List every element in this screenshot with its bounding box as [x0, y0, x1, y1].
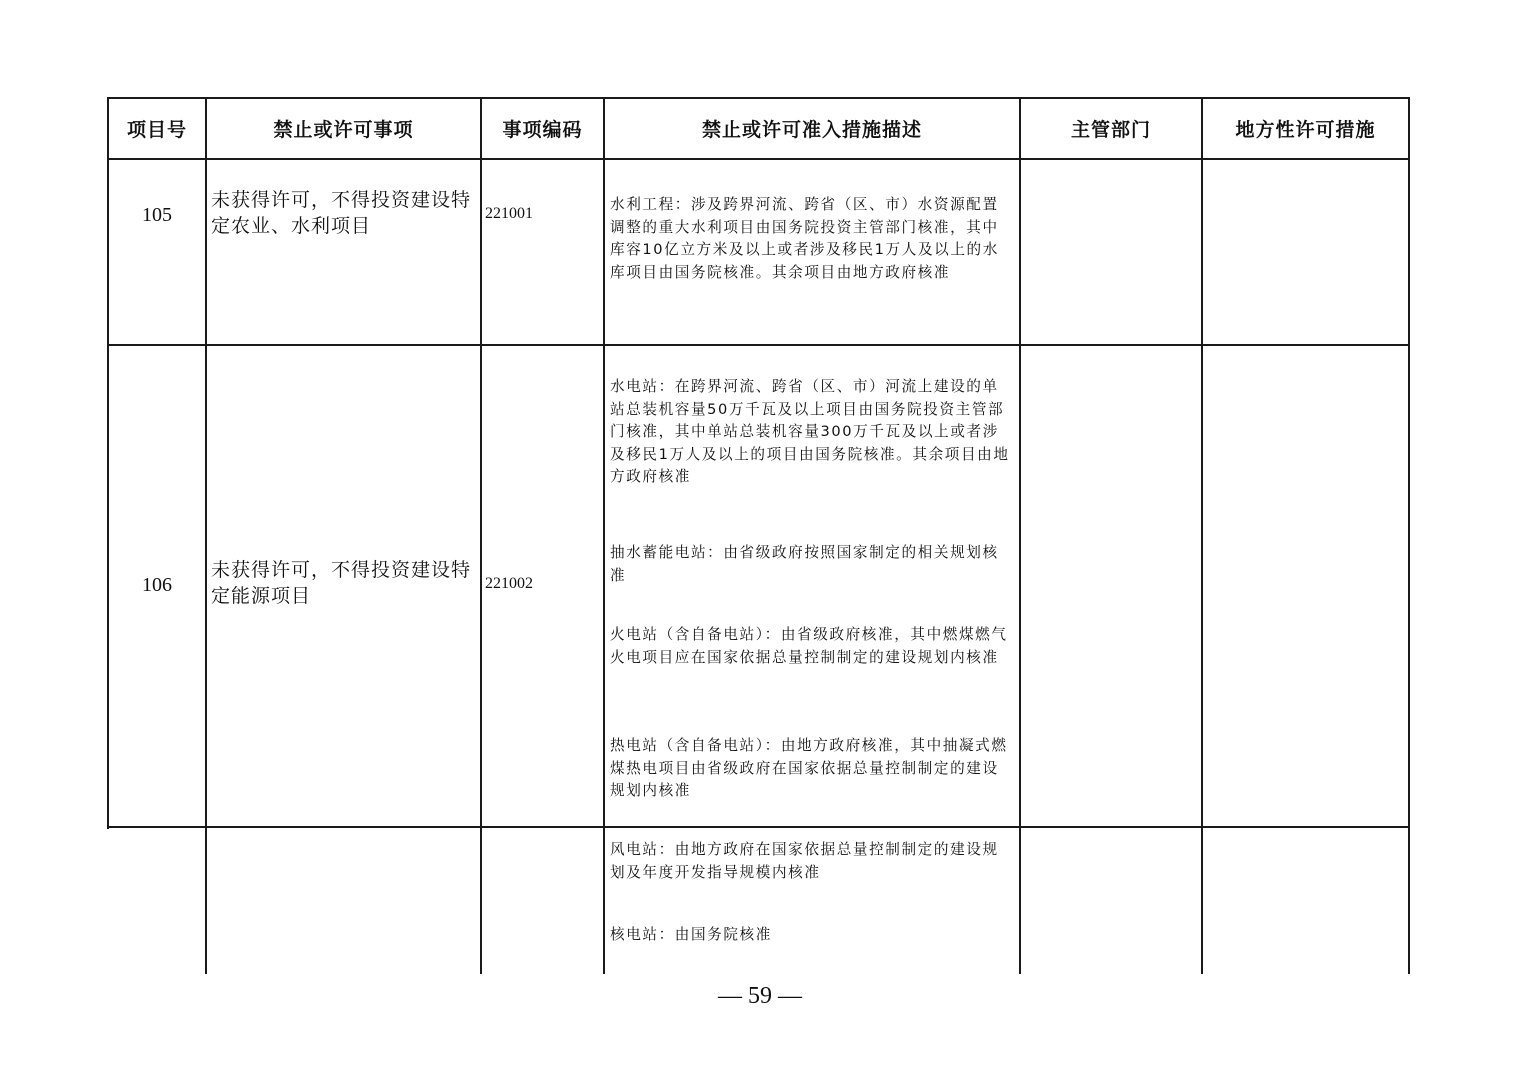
header-description: 禁止或许可准入措施描述	[701, 118, 922, 141]
description-paragraph: 核电站：由国务院核准	[610, 926, 772, 943]
header-local-measures: 地方性许可措施	[1235, 118, 1376, 141]
page-number: — 59 —	[718, 983, 802, 1009]
header-project-number: 项目号	[126, 118, 187, 141]
table-left-border	[107, 158, 109, 829]
project-number: 105	[142, 204, 172, 226]
item-text: 未获得许可，不得投资建设特定能源项目	[211, 559, 472, 607]
department-cell	[1021, 161, 1201, 344]
project-number: 106	[142, 574, 172, 596]
row-divider	[107, 344, 1410, 346]
header-item: 禁止或许可事项	[273, 118, 414, 141]
header-department: 主管部门	[1070, 118, 1151, 141]
description-paragraph: 火电站（含自备电站）：由省级政府核准，其中燃煤燃气火电项目应在国家依据总量控制制定的建设规划内核准	[610, 626, 1008, 666]
row-divider	[107, 826, 1410, 828]
header-item-code: 事项编码	[502, 118, 583, 141]
table-right-border	[1408, 97, 1410, 974]
item-code: 221002	[485, 575, 533, 592]
local-measures-cell	[1203, 829, 1408, 974]
department-cell	[1021, 829, 1201, 974]
department-cell	[1021, 347, 1201, 826]
regulation-table	[107, 97, 1410, 974]
local-measures-cell	[1203, 347, 1408, 826]
description-paragraph: 风电站：由地方政府在国家依据总量控制制定的建设规划及年度开发指导规模内核准	[610, 841, 999, 881]
local-measures-cell	[1203, 161, 1408, 344]
description-paragraph: 水利工程：涉及跨界河流、跨省（区、市）水资源配置调整的重大水利项目由国务院投资主管部门核准，其中库容10亿立方米及以上或者涉及移民1万人及以上的水库项目由国务院核准。其余项目由地方政府核准	[610, 196, 999, 281]
item-code: 221001	[485, 205, 533, 222]
item-text: 未获得许可，不得投资建设特定农业、水利项目	[211, 189, 472, 237]
description-paragraph: 抽水蓄能电站：由省级政府按照国家制定的相关规划核准	[610, 544, 999, 584]
description-paragraph: 热电站（含自备电站）：由地方政府核准，其中抽凝式燃煤热电项目由省级政府在国家依据总量控制制定的建设规划内核准	[610, 737, 1008, 799]
description-paragraph: 水电站：在跨界河流、跨省（区、市）河流上建设的单站总装机容量50万千瓦及以上项目由国务院投资主管部门核准，其中单站总装机容量300万千瓦及以上或者涉及移民1万人及以上的项目由国务院核准。其余项目由地方政府核准	[610, 378, 1010, 485]
column-divider	[480, 97, 482, 974]
